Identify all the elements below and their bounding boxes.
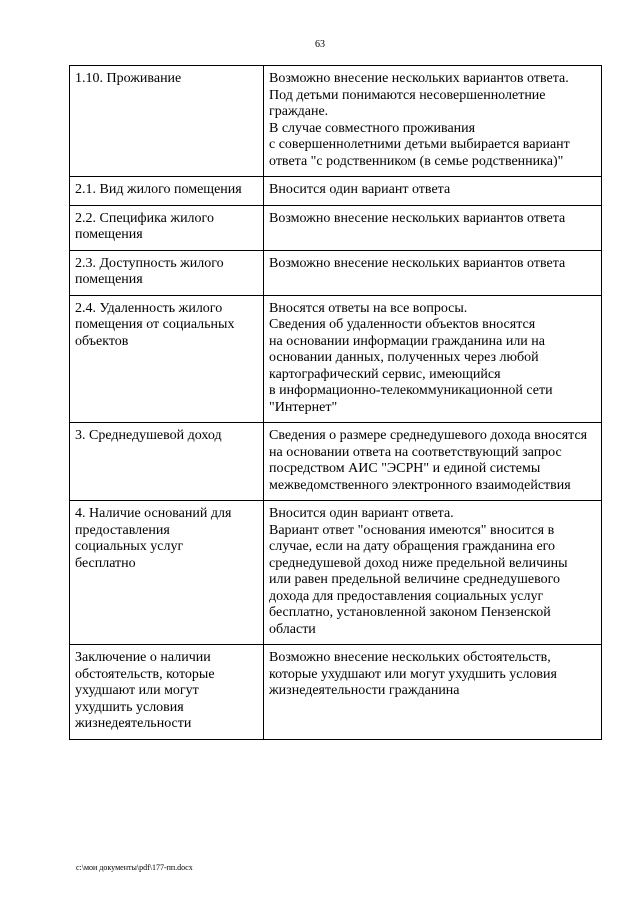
criterion-cell — [70, 645, 264, 740]
table-row — [70, 645, 602, 740]
criterion-cell — [70, 501, 264, 645]
instruction-text-line: В случае совместного проживания — [269, 120, 476, 136]
instruction-text-line: случае, если на дату обращения гражданина его — [269, 539, 556, 554]
instruction-text-line: на основании информации гражданина или на — [269, 333, 546, 349]
instruction-text-line: на основании ответа на соответствующий запрос — [269, 444, 562, 460]
instruction-text-line: Возможно внесение нескольких обстоятельств, — [269, 650, 551, 665]
criterion-cell — [70, 423, 264, 501]
instruction-text-line: посредством АИС "ЭСРН" и единой системы — [269, 461, 541, 476]
instruction-cell — [264, 250, 602, 295]
table-row — [70, 205, 602, 250]
table-row — [70, 66, 602, 177]
instruction-text-line: в информационно-телекоммуникационной сети — [269, 383, 553, 398]
table-row — [70, 295, 602, 423]
criterion-text-line: 2.4. Удаленность жилого — [75, 300, 223, 316]
instruction-text-line: Вносится один вариант ответа — [269, 182, 451, 197]
instruction-cell — [264, 177, 602, 206]
instruction-text-line: Вносятся ответы на все вопросы. — [269, 300, 468, 316]
instruction-text-line: основании данных, полученных через любой — [269, 350, 539, 365]
table-row — [70, 423, 602, 501]
instruction-text-line: дохода для предоставления социальных услуг — [269, 588, 544, 604]
criterion-cell — [70, 250, 264, 295]
instruction-text-line: Сведения о размере среднедушевого дохода вносятся — [269, 428, 588, 443]
instruction-text-line: граждане. — [269, 104, 329, 119]
instruction-text-line: Возможно внесение нескольких вариантов ответа — [269, 255, 566, 271]
instruction-cell — [264, 66, 602, 177]
instruction-cell — [264, 205, 602, 250]
requirements-table — [69, 65, 602, 740]
footer-file-path: c:\мои документы\pdf\177-пп.docx — [76, 863, 193, 872]
table-row — [70, 250, 602, 295]
criterion-text-line: Заключение о наличии — [75, 650, 211, 665]
criterion-cell — [70, 66, 264, 177]
criterion-text-line: 1.10. Проживание — [75, 71, 182, 86]
criterion-text-line: предоставления — [75, 522, 170, 538]
criterion-text-line: помещения — [75, 272, 143, 287]
instruction-text-line: среднедушевой доход ниже предельной величины — [269, 555, 568, 571]
criterion-text-line: бесплатно — [75, 555, 136, 571]
instruction-cell — [264, 423, 602, 501]
instruction-cell — [264, 645, 602, 740]
criterion-text-line: объектов — [75, 333, 129, 349]
instruction-cell — [264, 501, 602, 645]
instruction-text-line: Под детьми понимаются несовершеннолетние — [269, 87, 546, 103]
instruction-text-line: Вариант ответ "основания имеются" вносится в — [269, 522, 555, 538]
instruction-text-line: Вносится один вариант ответа. — [269, 506, 454, 521]
instruction-text-line: ответа "с родственником (в семье родственника)" — [269, 153, 564, 169]
page-number: 63 — [315, 39, 325, 50]
instruction-text-line: Возможно внесение нескольких вариантов ответа. — [269, 71, 569, 86]
instruction-text-line: которые ухудшают или могут ухудшить условия — [269, 666, 557, 682]
criterion-cell — [70, 177, 264, 206]
criterion-cell — [70, 205, 264, 250]
instruction-text-line: межведомственного электронного взаимодействия — [269, 477, 571, 493]
criterion-text-line: 2.1. Вид жилого помещения — [75, 182, 242, 197]
criterion-text-line: социальных услуг — [75, 539, 184, 554]
table-row — [70, 501, 602, 645]
table-row — [70, 177, 602, 206]
instruction-text-line: Сведения об удаленности объектов вносятся — [269, 317, 536, 332]
instruction-text-line: "Интернет" — [269, 399, 338, 415]
instruction-text-line: области — [269, 621, 316, 637]
instruction-text-line: с совершеннолетними детьми выбирается вариант — [269, 137, 570, 152]
instruction-text-line: Возможно внесение нескольких вариантов ответа — [269, 210, 566, 226]
instruction-text-line: бесплатно, установленной законом Пензенской — [269, 605, 551, 620]
criterion-text-line: 4. Наличие оснований для — [75, 506, 232, 521]
instruction-text-line: картографический сервис, имеющийся — [269, 366, 501, 382]
criterion-text-line: ухудшить условия — [75, 699, 184, 715]
criterion-text-line: 3. Среднедушевой доход — [75, 428, 222, 443]
criterion-text-line: 2.2. Специфика жилого — [75, 210, 214, 226]
instruction-text-line: жизнедеятельности гражданина — [269, 683, 460, 698]
instruction-text-line: или равен предельной величине среднедушевого — [269, 572, 561, 587]
criterion-text-line: 2.3. Доступность жилого — [75, 255, 224, 271]
table-body — [70, 66, 602, 740]
criterion-text-line: помещения от социальных — [75, 317, 235, 332]
criterion-cell — [70, 295, 264, 423]
instruction-cell — [264, 295, 602, 423]
criterion-text-line: жизнедеятельности — [75, 716, 192, 731]
criterion-text-line: ухудшают или могут — [75, 683, 199, 698]
criterion-text-line: помещения — [75, 227, 143, 242]
criterion-text-line: обстоятельств, которые — [75, 666, 215, 682]
